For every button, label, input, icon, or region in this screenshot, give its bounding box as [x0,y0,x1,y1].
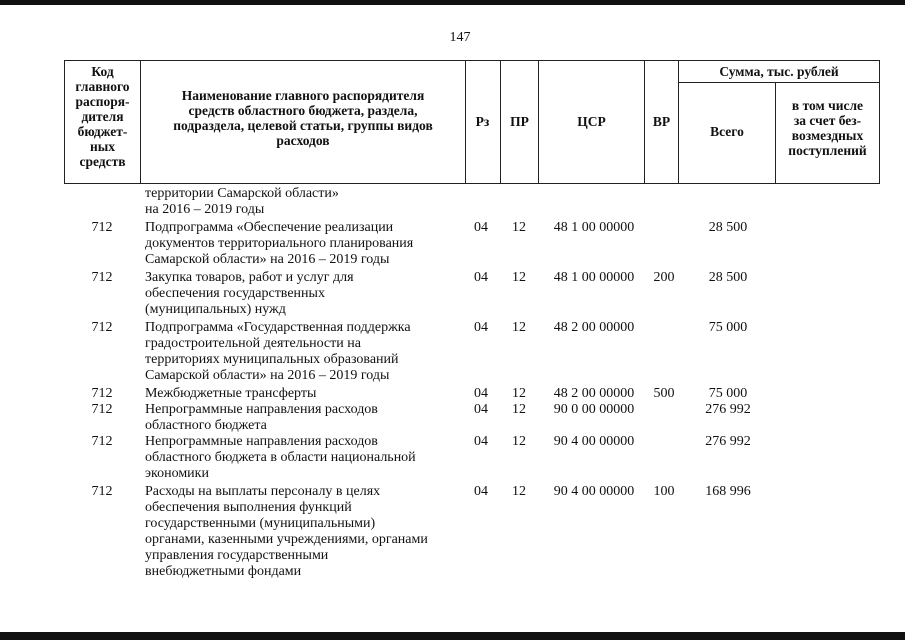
row-rz: 04 [474,386,488,401]
row-name: Закупка товаров, работ и услуг для обеспечения государственных (муниципальных) нужд [145,270,354,317]
row-name: территории Самарской области» на 2016 – 2019 годы [145,186,339,217]
table-row [64,320,880,384]
row-name: Непрограммные направления расходов областного бюджета [145,402,378,433]
header-pr: ПР [510,114,529,129]
row-code: 712 [91,484,113,499]
row-code: 712 [91,270,113,285]
row-total: 276 992 [705,434,751,449]
row-total: 28 500 [708,220,748,235]
row-code: 712 [91,386,113,401]
row-name: Подпрограмма «Государственная поддержка градостроительной деятельности на территориях муниципальных образований Самарской области» на 2016 – 2019 годы [145,320,411,383]
row-total: 28 500 [708,270,748,285]
row-rz: 04 [474,434,488,449]
row-pr: 12 [512,402,526,417]
table-row [64,186,880,218]
row-rz: 04 [474,320,488,335]
table-row [64,434,880,482]
table-row [64,270,880,318]
row-code: 712 [91,434,113,449]
row-vr: 200 [653,270,675,285]
row-total: 276 992 [705,402,751,417]
row-csr: 48 1 00 00000 [553,220,635,235]
row-pr: 12 [512,484,526,499]
row-code: 712 [91,220,113,235]
header-code: Код главного распоря- дителя бюджет- ных средств [75,64,130,169]
row-rz: 04 [474,484,488,499]
row-pr: 12 [512,320,526,335]
table-header [64,60,880,184]
row-vr: 500 [653,386,675,401]
table-row [64,402,880,434]
top-border [0,0,905,5]
header-vline [879,60,880,184]
header-sum: Сумма, тыс. рублей [719,64,839,79]
row-csr: 48 2 00 00000 [553,320,635,335]
row-total: 75 000 [708,386,748,401]
header-sum-line [678,82,880,83]
header-name: Наименование главного распорядителя средств областного бюджета, раздела, подраздела, целевой статьи, группы видов расходов [173,88,433,148]
row-rz: 04 [474,220,488,235]
row-csr: 90 4 00 00000 [553,434,635,449]
header-top-line [64,60,880,61]
row-total: 75 000 [708,320,748,335]
row-csr: 90 4 00 00000 [553,484,635,499]
row-name: Межбюджетные трансферты [145,386,317,401]
header-vline [140,60,141,184]
header-csr: ЦСР [577,114,606,129]
row-name: Подпрограмма «Обеспечение реализации документов территориального планирования Самарской области» на 2016 – 2019 годы [145,220,414,267]
row-code: 712 [91,320,113,335]
table-row [64,220,880,268]
row-pr: 12 [512,434,526,449]
row-csr: 90 0 00 00000 [553,402,635,417]
table-body [64,186,880,580]
header-bottom-line [64,183,880,184]
row-vr: 100 [653,484,675,499]
header-total: Всего [710,124,744,139]
row-total: 168 996 [705,484,751,499]
bottom-border [0,632,905,640]
header-vr: ВР [652,114,671,129]
row-pr: 12 [512,220,526,235]
row-code: 712 [91,402,113,417]
header-free: в том числе за счет без- возмездных поступлений [788,98,867,158]
table-row [64,386,880,402]
row-csr: 48 1 00 00000 [553,270,635,285]
row-rz: 04 [474,270,488,285]
row-csr: 48 2 00 00000 [553,386,635,401]
header-rz: Рз [475,114,490,129]
row-rz: 04 [474,402,488,417]
table-row [64,484,880,580]
row-name: Непрограммные направления расходов областного бюджета в области национальной экономики [145,434,416,481]
page-number: 147 [449,30,471,45]
row-pr: 12 [512,270,526,285]
row-pr: 12 [512,386,526,401]
row-name: Расходы на выплаты персоналу в целях обеспечения выполнения функций государственными (муниципальными) органами, казенными учреждениями, органами управления государственными внебюджетными фондами [145,484,428,579]
